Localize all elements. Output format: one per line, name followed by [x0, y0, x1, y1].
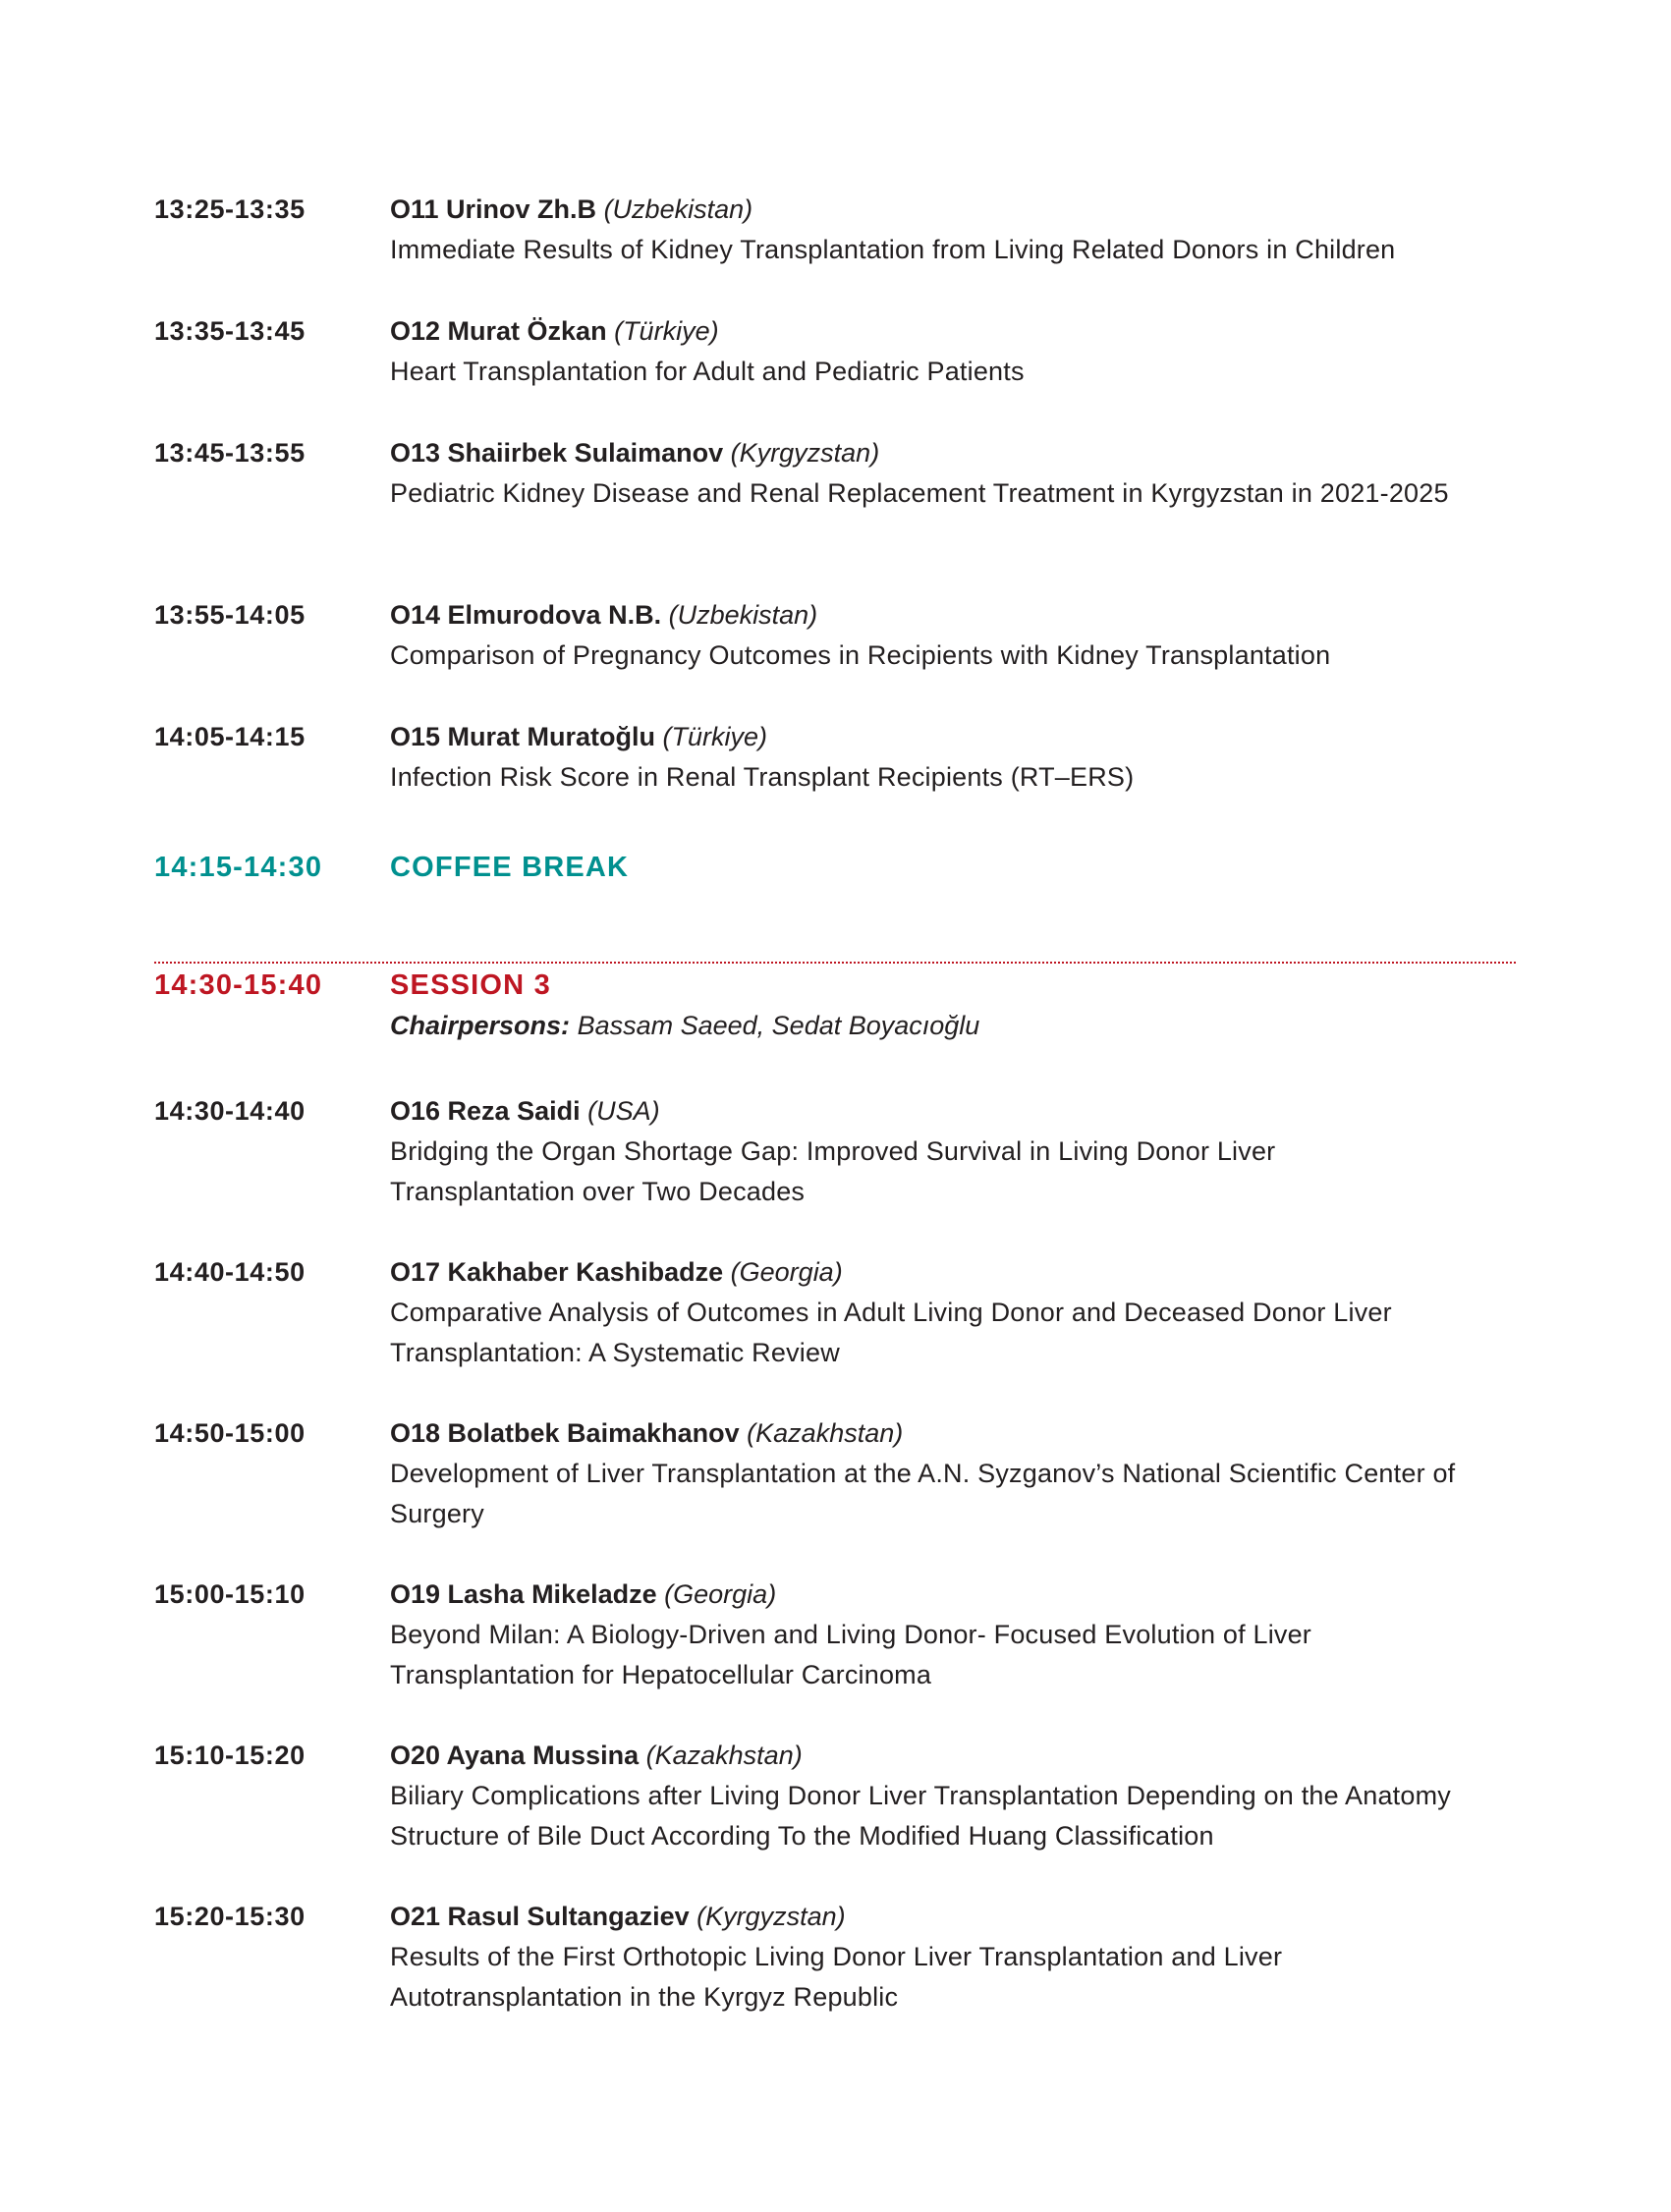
break-label: COFFEE BREAK: [390, 852, 630, 883]
talk-time: 14:30-14:40: [154, 1096, 306, 1126]
talk-content: [390, 1252, 1520, 1373]
speaker-name: O12 Murat Özkan: [390, 316, 607, 346]
talk-time: 15:20-15:30: [154, 1902, 306, 1931]
speaker-line: [390, 190, 1520, 230]
talk-content: [390, 433, 1461, 514]
talk-content: [390, 1413, 1530, 1534]
talk-content: [390, 1091, 1412, 1212]
speaker-country: (Türkiye): [614, 316, 719, 346]
session-divider: [154, 962, 1516, 964]
talk-title: Heart Transplantation for Adult and Pediatric Patients: [390, 357, 1025, 386]
speaker-line: [390, 595, 1520, 636]
speaker-country: (Kyrgyzstan): [696, 1902, 846, 1931]
speaker-name: O11 Urinov Zh.B: [390, 194, 597, 224]
speaker-country: (Georgia): [730, 1257, 843, 1287]
speaker-country: (Georgia): [664, 1579, 777, 1609]
speaker-country: (Kazakhstan): [645, 1741, 803, 1770]
talk-title: Beyond Milan: A Biology-Driven and Living Donor- Focused Evolution of Liver Transplantation for Hepatocellular Carcinoma: [390, 1620, 1311, 1689]
talk-content: [390, 1736, 1490, 1856]
speaker-country: (Kazakhstan): [747, 1418, 904, 1448]
talk-time: 13:25-13:35: [154, 194, 306, 224]
speaker-name: O21 Rasul Sultangaziev: [390, 1902, 690, 1931]
talk-time: 14:50-15:00: [154, 1418, 306, 1448]
speaker-line: [390, 717, 1520, 757]
talk-title: Development of Liver Transplantation at the A.N. Syzganov’s National Scientific Center of Surgery: [390, 1459, 1456, 1528]
speaker-name: O14 Elmurodova N.B.: [390, 600, 662, 630]
speaker-name: O18 Bolatbek Baimakhanov: [390, 1418, 740, 1448]
talk-time: 13:35-13:45: [154, 316, 306, 346]
talk-time: 15:00-15:10: [154, 1579, 306, 1609]
session-time: 14:30-15:40: [154, 969, 323, 1001]
talk-title: Bridging the Organ Shortage Gap: Improved Survival in Living Donor Liver Transplantation over Two Decades: [390, 1136, 1276, 1206]
speaker-name: O13 Shaiirbek Sulaimanov: [390, 438, 724, 468]
speaker-line: [390, 1736, 1490, 1776]
talk-content: [390, 1575, 1451, 1695]
talk-content: [390, 595, 1520, 676]
speaker-line: [390, 433, 1461, 473]
speaker-country: (Uzbekistan): [668, 600, 818, 630]
speaker-line: [390, 1091, 1412, 1132]
talk-time: 13:55-14:05: [154, 600, 306, 630]
chairpersons-names: Bassam Saeed, Sedat Boyacıoğlu: [577, 1011, 980, 1040]
speaker-line: [390, 311, 1520, 352]
talk-title: Comparative Analysis of Outcomes in Adult Living Donor and Deceased Donor Liver Transplantation: A Systematic Review: [390, 1298, 1392, 1367]
talk-time: 14:05-14:15: [154, 722, 306, 751]
speaker-country: (Kyrgyzstan): [730, 438, 880, 468]
speaker-country: (USA): [587, 1096, 660, 1126]
speaker-name: O15 Murat Muratoğlu: [390, 722, 656, 751]
talk-title: Comparison of Pregnancy Outcomes in Recipients with Kidney Transplantation: [390, 640, 1331, 670]
speaker-line: [390, 1575, 1451, 1615]
talk-content: [390, 190, 1520, 270]
speaker-name: O20 Ayana Mussina: [390, 1741, 640, 1770]
speaker-name: O17 Kakhaber Kashibadze: [390, 1257, 724, 1287]
chairpersons-line: [390, 1006, 979, 1046]
talk-content: [390, 311, 1520, 392]
speaker-line: [390, 1897, 1421, 1937]
speaker-name: O16 Reza Saidi: [390, 1096, 581, 1126]
speaker-country: (Türkiye): [662, 722, 768, 751]
talk-time: 14:40-14:50: [154, 1257, 306, 1287]
talk-title: Immediate Results of Kidney Transplantation from Living Related Donors in Children: [390, 235, 1396, 264]
speaker-country: (Uzbekistan): [603, 194, 753, 224]
speaker-name: O19 Lasha Mikeladze: [390, 1579, 657, 1609]
talk-time: 15:10-15:20: [154, 1741, 306, 1770]
talk-title: Infection Risk Score in Renal Transplant Recipients (RT–ERS): [390, 762, 1135, 792]
talk-time: 13:45-13:55: [154, 438, 306, 468]
speaker-line: [390, 1252, 1520, 1293]
talk-title: Results of the First Orthotopic Living Donor Liver Transplantation and Liver Autotransplantation in the Kyrgyz Republic: [390, 1942, 1283, 2012]
speaker-line: [390, 1413, 1530, 1454]
talk-content: [390, 717, 1520, 798]
session-title: SESSION 3: [390, 969, 551, 1001]
talk-title: Biliary Complications after Living Donor Liver Transplantation Depending on the Anatomy Structure of Bile Duct According To the Modified Huang Classification: [390, 1781, 1451, 1851]
talk-title: Pediatric Kidney Disease and Renal Replacement Treatment in Kyrgyzstan in 2021-2025: [390, 478, 1449, 508]
talk-content: [390, 1897, 1421, 2018]
break-time: 14:15-14:30: [154, 852, 323, 883]
chairpersons-label: Chairpersons:: [390, 1011, 571, 1040]
